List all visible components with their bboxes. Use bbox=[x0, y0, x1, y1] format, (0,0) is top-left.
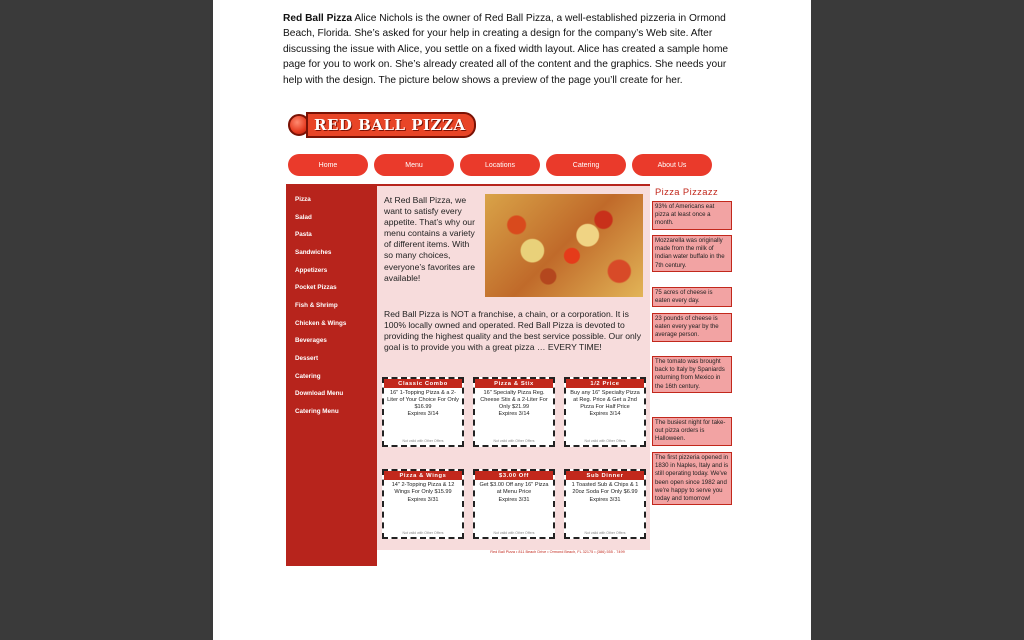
top-nav bbox=[288, 154, 712, 176]
intro-title: Red Ball Pizza bbox=[283, 13, 353, 24]
pizza-facts-column bbox=[650, 184, 738, 550]
coupon-body: 14" 2-Topping Pizza & 12 Wings For Only $15.99 bbox=[391, 482, 455, 495]
coupon-fine-print: Not valid with Other Offers bbox=[493, 531, 535, 535]
nav-locations[interactable]: Locations bbox=[460, 154, 540, 176]
logo bbox=[288, 112, 476, 138]
nav-menu[interactable]: Menu bbox=[374, 154, 454, 176]
sidebar-item-sandwiches[interactable]: Sandwiches bbox=[295, 249, 332, 256]
intro-paragraph bbox=[283, 11, 743, 88]
coupon-pizza-stix[interactable] bbox=[473, 377, 555, 447]
coupon-title: 1/2 Price bbox=[566, 379, 644, 388]
site-footer bbox=[377, 550, 738, 566]
coupon-expires: Expires 3/14 bbox=[498, 411, 530, 418]
main-about-text: Red Ball Pizza is NOT a franchise, a chain, or a corporation. It is 100% locally owned and operated. Red Ball Pizza is devoted to providing the highest quality and the best service possible. Our only goal is to provide you with a great pizza … EVERY TIME! bbox=[384, 309, 642, 353]
coupon-expires: Expires 3/14 bbox=[407, 411, 439, 418]
footer-address: Red Ball Pizza • 811 Beach Drive • Ormond Beach, FL 32175 • (386) 555 - 7499 bbox=[490, 550, 625, 554]
logo-text: RED BALL PIZZA bbox=[306, 112, 476, 138]
coupon-expires: Expires 3/31 bbox=[589, 496, 621, 503]
coupon-body: 16" 1-Topping Pizza & a 2-Liter of Your Choice For Only $16.99 bbox=[387, 390, 459, 410]
intro-text: Alice Nichols is the owner of Red Ball Pizza, a well-established pizzeria in Ormond Beach, Florida. She’s asked for your help in creating a design for the company’s Web site. After discussing the issue with Alice, you settle on a fixed width layout. Alice has created a sample home page for you to work on. She’s already created all of the content and the graphics. She needs your help with the design. The picture below shows a preview of the page you’ll create for her. bbox=[283, 13, 729, 86]
fact-box: 23 pounds of cheese is eaten every year by the average person. bbox=[652, 313, 732, 342]
main-content bbox=[377, 186, 650, 550]
nav-about-us[interactable]: About Us bbox=[632, 154, 712, 176]
document-page bbox=[213, 0, 811, 640]
coupon-expires: Expires 3/31 bbox=[407, 496, 439, 503]
fact-box: The tomato was brought back to Italy by Spaniards returning from Mexico in the 16th century. bbox=[652, 356, 732, 393]
fact-box: 93% of Americans eat pizza at least once a month. bbox=[652, 201, 732, 230]
fact-box: The first pizzeria opened in 1830 in Naples, Italy and is still operating today. We've been open since 1982 and we're happy to serve you today and tomorrow! bbox=[652, 452, 732, 505]
coupon-three-off[interactable] bbox=[473, 469, 555, 539]
coupon-body: 16" Specialty Pizza Reg. Cheese Stix & a 2-Liter For Only $21.99 bbox=[480, 390, 548, 410]
main-intro-text: At Red Ball Pizza, we want to satisfy every appetite. That’s why our menu contains a variety of different items. With so many choices, everyone’s favorites are available! bbox=[384, 195, 476, 283]
coupon-title: $3.00 Off bbox=[475, 471, 553, 480]
sidebar-item-pizza[interactable]: Pizza bbox=[295, 196, 311, 203]
coupon-title: Classic Combo bbox=[384, 379, 462, 388]
sidebar-item-pocket-pizzas[interactable]: Pocket Pizzas bbox=[295, 284, 337, 291]
coupon-half-price[interactable] bbox=[564, 377, 646, 447]
pizza-photo bbox=[485, 194, 643, 297]
nav-home[interactable]: Home bbox=[288, 154, 368, 176]
coupon-fine-print: Not valid with Other Offers bbox=[584, 439, 626, 443]
coupon-title: Pizza & Stix bbox=[475, 379, 553, 388]
sidebar-item-chicken-wings[interactable]: Chicken & Wings bbox=[295, 319, 347, 327]
fact-box: Mozzarella was originally made from the milk of Indian water buffalo in the 7th century. bbox=[652, 235, 732, 272]
sidebar-item-pasta[interactable]: Pasta bbox=[295, 231, 312, 238]
nav-catering[interactable]: Catering bbox=[546, 154, 626, 176]
coupon-body: Buy any 16" Specialty Pizza at Reg. Price & Get a 2nd Pizza For Half Price bbox=[570, 390, 640, 410]
sidebar-item-catering[interactable]: Catering bbox=[295, 372, 321, 380]
coupon-sub-dinner[interactable] bbox=[564, 469, 646, 539]
coupon-fine-print: Not valid with Other Offers bbox=[493, 439, 535, 443]
coupon-fine-print: Not valid with Other Offers bbox=[402, 531, 444, 535]
coupon-fine-print: Not valid with Other Offers bbox=[402, 439, 444, 443]
coupon-body: Get $3.00 Off any 16" Pizza at Menu Price bbox=[479, 482, 549, 495]
sidebar-item-download-menu[interactable]: Download Menu bbox=[295, 390, 344, 397]
coupon-pizza-wings[interactable] bbox=[382, 469, 464, 539]
fact-box: 75 acres of cheese is eaten every day. bbox=[652, 287, 732, 307]
sidebar-item-appetizers[interactable]: Appetizers bbox=[295, 266, 328, 274]
sidebar-item-salad[interactable]: Salad bbox=[295, 213, 312, 221]
coupon-title: Sub Dinner bbox=[566, 471, 644, 480]
coupon-classic-combo[interactable] bbox=[382, 377, 464, 447]
sidebar-item-catering-menu[interactable]: Catering Menu bbox=[295, 407, 339, 415]
sidebar-item-dessert[interactable]: Dessert bbox=[295, 355, 319, 362]
coupon-expires: Expires 3/31 bbox=[498, 496, 530, 503]
sidebar-item-fish-shrimp[interactable]: Fish & Shrimp bbox=[295, 302, 338, 309]
fact-box: The busiest night for take-out pizza orders is Halloween. bbox=[652, 417, 732, 446]
sidebar-item-beverages[interactable]: Beverages bbox=[295, 337, 327, 344]
coupon-title: Pizza & Wings bbox=[384, 471, 462, 480]
sidebar bbox=[286, 184, 377, 566]
site-preview bbox=[286, 184, 738, 566]
coupon-expires: Expires 3/14 bbox=[589, 411, 621, 418]
coupon-fine-print: Not valid with Other Offers bbox=[584, 531, 626, 535]
coupon-body: 1 Toasted Sub & Chips & 1 20oz Soda For Only $6.99 bbox=[571, 482, 639, 495]
facts-title: Pizza Pizzazz bbox=[655, 186, 719, 197]
